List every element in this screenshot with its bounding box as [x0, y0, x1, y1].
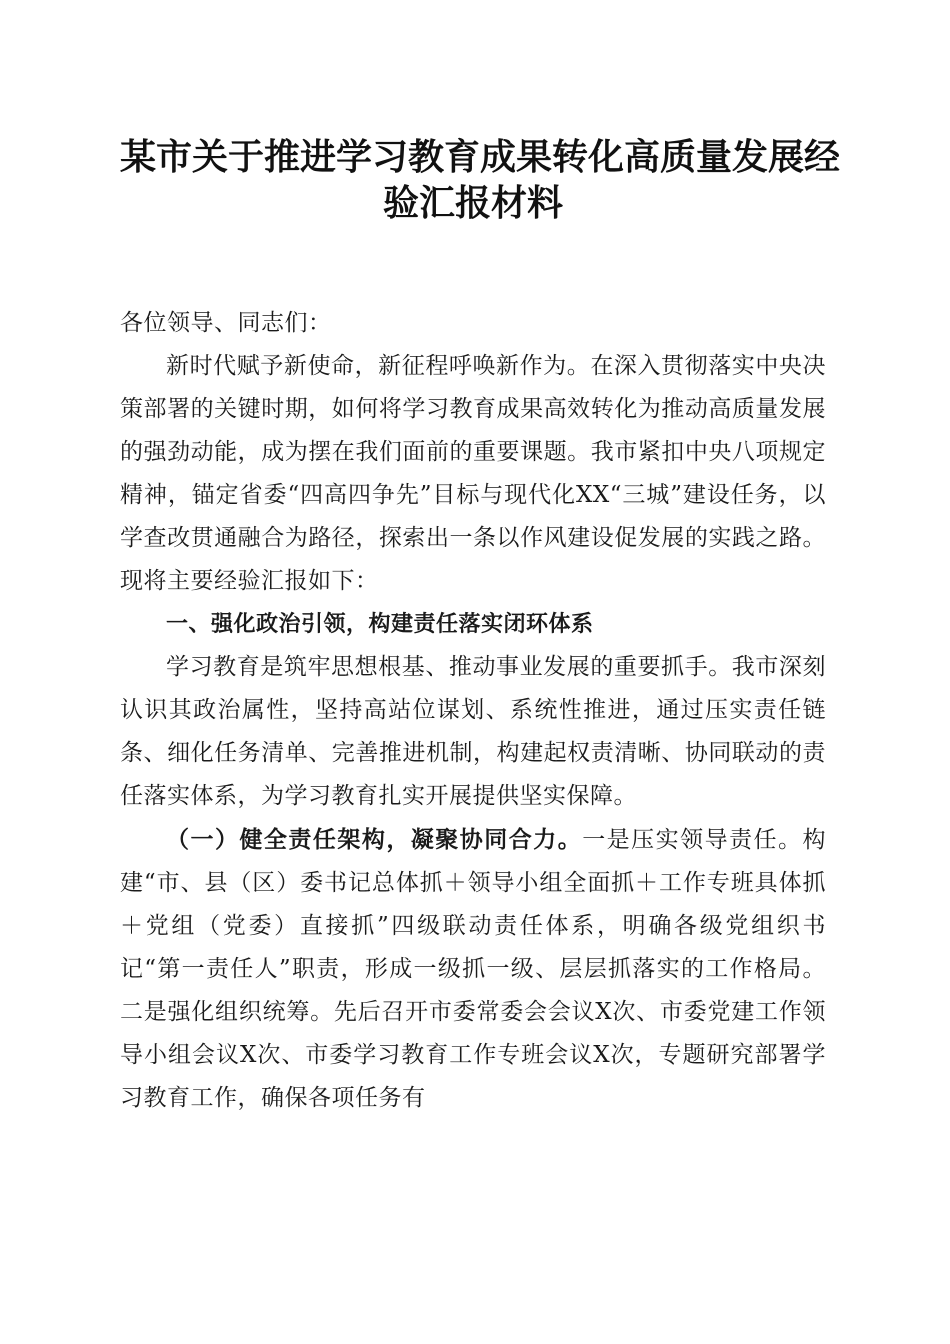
greeting: 各位领导、同志们：	[120, 310, 332, 336]
document-body	[120, 302, 826, 1120]
title-line-2: 验汇报材料	[382, 182, 563, 224]
document-page	[120, 134, 841, 1120]
subsection-1-body: 一是压实领导责任。构建“市、县（区）委书记总体抓＋领导小组全面抓＋工作专班具体抓＋党组（党委）直接抓”四级联动责任体系，明确各级党组织书记“第一责任人”职责，形成一级抓一级、层层抓落实的工作格局。二是强化组织统筹。先后召开市委常委会会议X次、市委党建工作领导小组会议X次、市委学习教育工作专班会议X次，专题研究部署学习教育工作，确保各项任务有	[120, 827, 827, 1111]
intro-paragraph: 新时代赋予新使命，新征程呼唤新作为。在深入贯彻落实中央决策部署的关键时期，如何将学习教育成果高效转化为推动高质量发展的强劲动能，成为摆在我们面前的重要课题。我市紧扣中央八项规定精神，锚定省委“四高四争先”目标与现代化XX“三城”建设任务，以学查改贯通融合为路径，探索出一条以作风建设促发展的实践之路。现将主要经验汇报如下：	[120, 353, 826, 594]
document-title	[120, 134, 841, 226]
subsection-1-heading: （一）健全责任架构，凝聚协同合力。	[166, 826, 583, 853]
subsection-1-paragraph	[120, 818, 826, 1120]
title-line-1: 某市关于推进学习教育成果转化高质量发展经	[120, 136, 841, 178]
section-1-heading: 一、强化政治引领，构建责任落实闭环体系	[166, 612, 594, 637]
section-1-paragraph: 学习教育是筑牢思想根基、推动事业发展的重要抓手。我市深刻认识其政治属性，坚持高站位谋划、系统性推进，通过压实责任链条、细化任务清单、完善推进机制，构建起权责清晰、协同联动的责任落实体系，为学习教育扎实开展提供坚实保障。	[120, 654, 826, 809]
